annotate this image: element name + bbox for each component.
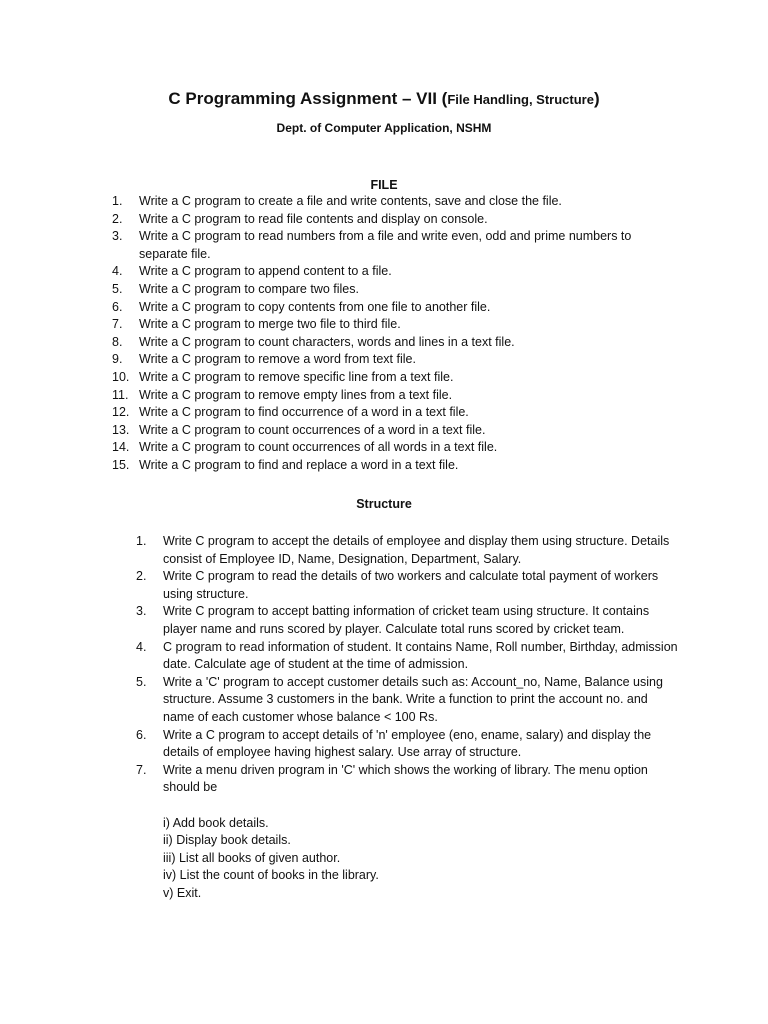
list-item [112, 263, 672, 281]
department-line: Dept. of Computer Application, NSHM [276, 121, 492, 135]
item-number: 12. [112, 405, 130, 420]
list-item [136, 533, 681, 568]
item-number: 10. [112, 369, 130, 384]
item-number: 4. [112, 264, 123, 279]
list-item [136, 762, 681, 903]
item-text: Write a C program to count occurrences of a word in a text file. [139, 422, 486, 437]
structure-question-list [136, 533, 681, 902]
menu-option: iii) List all books of given author. [163, 850, 341, 865]
list-item [112, 351, 672, 369]
item-text: Write a C program to create a file and write contents, save and close the file. [139, 194, 562, 208]
list-item [112, 457, 672, 475]
item-text: Write a 'C' program to accept customer details such as: Account_no, Name, Balance using structure. Assume 3 customers in the bank. Write a function to print the account no. and name of each customer whose balance < 100 Rs. [163, 674, 663, 724]
item-number: 5. [136, 674, 147, 689]
menu-option: v) Exit. [163, 885, 202, 900]
item-number: 7. [112, 317, 123, 332]
structure-section-heading: Structure [356, 497, 412, 511]
list-item [112, 387, 672, 405]
item-text: Write a menu driven program in 'C' which shows the working of library. The menu option should be [163, 762, 648, 795]
item-text: Write a C program to find occurrence of a word in a text file. [139, 405, 469, 420]
item-number: 8. [112, 334, 123, 349]
item-text: Write a C program to find and replace a word in a text file. [139, 457, 459, 472]
item-number: 2. [112, 211, 123, 226]
list-item [112, 439, 672, 457]
menu-option: i) Add book details. [163, 815, 269, 830]
list-item [112, 404, 672, 422]
item-number: 1. [136, 534, 147, 548]
item-number: 3. [112, 229, 123, 244]
list-item [112, 422, 672, 440]
item-text: Write C program to read the details of two workers and calculate total payment of workers using structure. [163, 569, 659, 601]
item-number: 6. [136, 727, 147, 742]
item-number: 13. [112, 422, 130, 437]
item-text: Write a C program to remove empty lines from a text file. [139, 387, 453, 402]
list-item [112, 334, 672, 352]
title-main: C Programming Assignment – VII ( [168, 89, 448, 108]
item-number: 9. [112, 352, 123, 367]
item-text: Write a C program to count occurrences of all words in a text file. [139, 440, 498, 455]
list-item [112, 281, 672, 299]
item-text: Write C program to accept the details of employee and display them using structure. Details consist of Employee ID, Name, Designation, Department, Salary. [163, 534, 670, 566]
list-item [136, 674, 681, 727]
item-text: Write a C program to remove specific line from a text file. [139, 369, 454, 384]
title-close: ) [593, 89, 600, 108]
item-text: Write a C program to read file contents and display on console. [139, 211, 488, 226]
list-item [112, 369, 672, 387]
item-text: Write a C program to accept details of 'n' employee (eno, ename, salary) and display the details of employee having highest salary. Use array of structure. [163, 727, 652, 760]
item-number: 5. [112, 281, 123, 296]
title-topics: File Handling, Structure [447, 92, 594, 107]
item-number: 3. [136, 604, 147, 619]
list-item [112, 228, 672, 263]
item-number: 11. [112, 387, 129, 402]
menu-option: ii) Display book details. [163, 833, 291, 848]
item-text: Write a C program to append content to a file. [139, 264, 392, 279]
item-number: 7. [136, 762, 147, 777]
item-text: Write a C program to read numbers from a file and write even, odd and prime numbers to separate file. [139, 229, 632, 261]
item-text: Write a C program to compare two files. [139, 281, 359, 296]
file-section-heading: FILE [370, 178, 398, 192]
list-item [112, 211, 672, 229]
list-item [112, 316, 672, 334]
item-number: 6. [112, 299, 123, 314]
list-item [136, 603, 681, 638]
item-number: 1. [112, 194, 123, 208]
file-question-list [112, 193, 672, 475]
list-item [136, 639, 681, 674]
list-item [136, 727, 681, 762]
item-text: Write a C program to copy contents from one file to another file. [139, 299, 491, 314]
list-item [112, 299, 672, 317]
item-text: Write a C program to merge two file to third file. [139, 317, 401, 332]
item-text: Write C program to accept batting information of cricket team using structure. It contains player name and runs scored by player. Calculate total runs scored by cricket team. [163, 604, 650, 636]
list-item [136, 568, 681, 603]
page-title [0, 88, 768, 111]
list-item [112, 193, 672, 211]
item-number: 2. [136, 569, 147, 584]
item-text: Write a C program to remove a word from text file. [139, 352, 416, 367]
item-text: Write a C program to count characters, words and lines in a text file. [139, 334, 515, 349]
item-number: 4. [136, 639, 147, 654]
item-text: C program to read information of student. It contains Name, Roll number, Birthday, admission date. Calculate age of student at the time of admission. [163, 639, 678, 672]
item-number: 14. [112, 440, 130, 455]
library-menu-options [163, 815, 681, 903]
menu-option: iv) List the count of books in the library. [163, 868, 379, 883]
item-number: 15. [112, 457, 130, 472]
